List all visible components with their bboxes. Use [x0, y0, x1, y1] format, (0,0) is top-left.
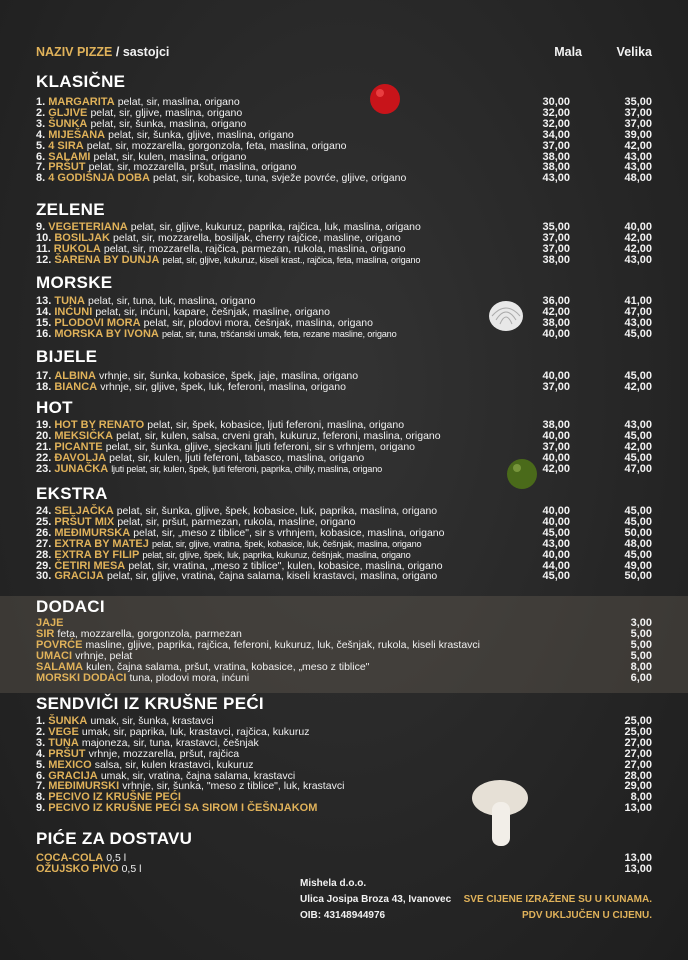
item-name: ČETIRI MESA	[54, 559, 126, 572]
item-number: 16.	[36, 327, 52, 340]
price-large: 50,00	[624, 526, 652, 539]
price-large: 45,00	[624, 548, 652, 561]
price: 29,00	[624, 780, 652, 793]
item-ingredients: pelat, sir, mozzarella, gorgonzola, feta, maslina, origano	[86, 139, 347, 152]
price: 5,00	[630, 649, 652, 662]
header-label-bold: NAZIV PIZZE	[36, 45, 113, 59]
item-number: 7.	[36, 780, 46, 793]
menu-row-zelene	[36, 255, 652, 266]
price-small: 42,00	[542, 462, 570, 475]
item-number: 6.	[36, 769, 46, 782]
price-large: 49,00	[624, 559, 652, 572]
price-large: 37,00	[624, 117, 652, 130]
item-number: 19.	[36, 419, 52, 431]
menu-row-dodaci	[36, 662, 652, 673]
footer-company-info	[300, 876, 451, 924]
column-header	[36, 45, 652, 63]
price-large: 45,00	[624, 451, 652, 464]
item-number: 9.	[36, 802, 46, 815]
company-oib: OIB: 43148944976	[300, 910, 386, 921]
price-small: 43,00	[542, 537, 570, 550]
price-small: 38,00	[542, 316, 570, 329]
item-number: 22.	[36, 451, 52, 464]
price: 5,00	[630, 638, 652, 651]
item-name: PLODOVI MORA	[54, 316, 141, 329]
item-number: 2.	[36, 725, 46, 738]
price: 25,00	[624, 715, 652, 727]
item-name: JAJE	[36, 617, 64, 629]
price-small: 34,00	[542, 128, 570, 141]
section-title-bijele: BIJELE	[36, 347, 98, 366]
price-small: 37,00	[542, 231, 570, 244]
item-ingredients: feta, mozzarella, gorgonzola, parmezan	[57, 627, 242, 640]
price-large: 42,00	[624, 139, 652, 152]
price-small: 32,00	[542, 106, 570, 119]
header-label-rest: / sastojci	[112, 45, 170, 59]
price: 13,00	[624, 802, 652, 815]
item-name: UMACI	[36, 649, 73, 662]
price: 27,00	[624, 736, 652, 749]
item-ingredients: pelat, sir, vratina, „meso z tiblice", kulen, kobasice, maslina, origano	[128, 559, 443, 572]
item-ingredients: pelat, sir, šunka, maslina, origano	[90, 117, 247, 130]
price-small: 45,00	[542, 526, 570, 539]
price-small: 37,00	[542, 380, 570, 393]
item-ingredients: pelat, sir, kulen, ljuti feferoni, tabasco, maslina, origano	[109, 451, 365, 464]
price-small: 38,00	[542, 161, 570, 174]
item-name: OŽUJSKO PIVO	[36, 863, 119, 875]
item-ingredients: majoneza, sir, tuna, krastavci, češnjak	[81, 736, 259, 749]
item-ingredients: kulen, čajna salama, pršut, vratina, kobasice, „meso z tiblice"	[86, 660, 370, 673]
item-name: PRŠUT MIX	[54, 515, 115, 528]
item-name: INĆUNI	[54, 305, 93, 318]
item-ingredients: pelat, sir, šunka, gljive, špek, kobasice, luk, paprika, maslina, origano	[116, 505, 438, 517]
price-large: 42,00	[624, 380, 652, 393]
item-name: MORSKI DODACI	[36, 671, 127, 684]
price-large: 35,00	[624, 96, 652, 108]
item-ingredients: pelat, sir, mozzarella, bosiljak, cherry rajčice, masline, origano	[113, 231, 401, 244]
item-name: PECIVO IZ KRUŠNE PEĆI	[48, 791, 181, 804]
menu-row-bijele	[36, 382, 652, 393]
price-small: 43,00	[542, 172, 570, 185]
item-ingredients: pelat, sir, tuna, tršćanski umak, feta, rezane masline, origano	[161, 328, 397, 339]
price-small: 44,00	[542, 559, 570, 572]
menu-row-ekstra	[36, 571, 652, 582]
price-small: 37,00	[542, 139, 570, 152]
price-note-line-1: SVE CIJENE IZRAŽENE SU U KUNAMA.	[463, 894, 652, 905]
section-title-sendvici: SENDVIČI IZ KRUŠNE PEĆI	[36, 694, 264, 713]
price-small: 45,00	[542, 570, 570, 583]
item-number: 28.	[36, 548, 52, 561]
item-name: SALAMI	[48, 150, 91, 163]
item-number: 26.	[36, 526, 52, 539]
price-large: 42,00	[624, 440, 652, 453]
price-large: 43,00	[624, 316, 652, 329]
price-large: 48,00	[624, 172, 652, 185]
item-ingredients: tuna, plodovi mora, inćuni	[129, 671, 250, 684]
price-large: 47,00	[624, 462, 652, 475]
item-ingredients: ljuti pelat, sir, kulen, špek, ljuti feferoni, paprika, chilly, maslina, origano	[111, 463, 383, 474]
item-number: 21.	[36, 440, 52, 453]
item-name: 4 GODIŠNJA DOBA	[48, 172, 150, 185]
item-ingredients: pelat, sir, kulen, salsa, crveni grah, kukuruz, feferoni, maslina, origano	[116, 429, 441, 442]
mushroom-icon	[470, 776, 532, 852]
item-ingredients: pelat, sir, gljive, kukuruz, kiseli krast., rajčica, feta, maslina, origano	[162, 254, 421, 265]
item-number: 14.	[36, 305, 52, 318]
item-name: JUNAČKA	[54, 462, 109, 475]
item-ingredients: pelat, sir, šunka, gljive, sjeckani ljuti feferoni, sir s vrhnjem, origano	[105, 440, 416, 453]
item-name: GRACIJA	[54, 570, 104, 583]
item-ingredients: umak, sir, paprika, luk, krastavci, rajčica, kukuruz	[81, 725, 310, 738]
price-large: 43,00	[624, 150, 652, 163]
price-large: 41,00	[624, 295, 652, 307]
price-large: 43,00	[624, 253, 652, 266]
menu-row-morske	[36, 329, 652, 340]
menu-row-pice	[36, 864, 652, 875]
item-number: 3.	[36, 117, 46, 130]
item-name: ŠARENA BY DUNJA	[54, 253, 160, 266]
item-number: 6.	[36, 150, 46, 163]
price-large: 50,00	[624, 570, 652, 583]
olive-icon	[504, 456, 540, 492]
item-ingredients: umak, sir, vratina, čajna salama, krastavci	[100, 769, 296, 782]
section-title-klasicne: KLASIČNE	[36, 72, 126, 91]
item-ingredients: pelat, sir, mozzarella, pršut, maslina, origano	[88, 161, 297, 174]
item-ingredients: umak, sir, šunka, krastavci	[90, 715, 214, 727]
price: 8,00	[630, 791, 652, 804]
menu-row-sendvici	[36, 803, 652, 814]
item-ingredients: vrhnje, sir, šunka, "meso z tiblice", luk, krastavci	[122, 780, 345, 793]
item-number: 18.	[36, 380, 52, 393]
item-number: 23.	[36, 462, 52, 475]
item-ingredients: pelat, sir, gljive, vratina, čajna salama, kiseli krastavci, maslina, origano	[106, 570, 438, 583]
menu-row-hot	[36, 464, 652, 475]
item-number: 10.	[36, 231, 52, 244]
item-number: 20.	[36, 429, 52, 442]
item-number: 4.	[36, 128, 46, 141]
price-small: 35,00	[542, 221, 570, 233]
price-small: 38,00	[542, 150, 570, 163]
price-small: 40,00	[542, 515, 570, 528]
item-name: PECIVO IZ KRUŠNE PEĆI SA SIROM I ČEŠNJAKOM	[48, 802, 318, 815]
item-name: MEĐIMURSKI	[48, 780, 120, 793]
item-ingredients: pelat, sir, mozzarella, rajčica, parmezan, rukola, maslina, origano	[103, 242, 406, 255]
price-small: 38,00	[542, 419, 570, 431]
price: 27,00	[624, 747, 652, 760]
price-large: 47,00	[624, 305, 652, 318]
item-name: GRACIJA	[48, 769, 98, 782]
header-col-large: Velika	[616, 45, 652, 59]
item-name: GLJIVE	[48, 106, 88, 119]
price: 5,00	[630, 627, 652, 640]
item-name: MEĐIMURSKA	[54, 526, 131, 539]
item-ingredients: pelat, sir, gljive, kukuruz, paprika, rajčica, luk, maslina, origano	[130, 221, 421, 233]
item-number: 17.	[36, 370, 52, 382]
item-number: 30.	[36, 570, 52, 583]
item-number: 5.	[36, 139, 46, 152]
item-ingredients: vrhnje, sir, gljive, špek, luk, feferoni, maslina, origano	[100, 380, 346, 393]
item-number: 12.	[36, 253, 52, 266]
item-ingredients: 0,5 l	[121, 863, 142, 875]
price-large: 42,00	[624, 242, 652, 255]
item-name: TUNA	[54, 295, 85, 307]
item-ingredients: masline, gljive, paprika, rajčica, feferoni, kukuruz, luk, češnjak, rukola, kiseli krastavci	[85, 638, 481, 651]
section-title-morske: MORSKE	[36, 273, 113, 292]
company-name: Mishela d.o.o.	[300, 878, 367, 889]
price-large: 40,00	[624, 221, 652, 233]
price: 6,00	[630, 671, 652, 684]
price-large: 37,00	[624, 106, 652, 119]
price: 13,00	[624, 852, 652, 864]
price: 3,00	[630, 617, 652, 629]
price-small: 40,00	[542, 327, 570, 340]
item-name: POVRĆE	[36, 638, 83, 651]
price-large: 45,00	[624, 505, 652, 517]
item-ingredients: 0,5 l	[106, 852, 127, 864]
item-ingredients: pelat, sir, plodovi mora, češnjak, maslina, origano	[143, 316, 373, 329]
item-ingredients: vrhnje, pelat	[75, 649, 133, 662]
item-number: 3.	[36, 736, 46, 749]
item-number: 27.	[36, 537, 52, 550]
item-number: 15.	[36, 316, 52, 329]
price-small: 38,00	[542, 253, 570, 266]
section-title-dodaci: DODACI	[36, 597, 105, 616]
item-name: SALAMA	[36, 660, 84, 673]
item-ingredients: pelat, sir, špek, kobasice, ljuti feferoni, maslina, origano	[147, 419, 405, 431]
item-ingredients: pelat, sir, pršut, parmezan, rukola, masline, origano	[117, 515, 356, 528]
item-ingredients: pelat, sir, šunka, gljive, maslina, origano	[108, 128, 294, 141]
item-name: ŠUNKA	[48, 715, 88, 727]
item-number: 8.	[36, 791, 46, 804]
item-name: RUKOLA	[53, 242, 101, 255]
item-ingredients: pelat, sir, „meso z tiblice", sir s vrhnjem, kobasice, maslina, origano	[133, 526, 445, 539]
price-large: 43,00	[624, 161, 652, 174]
item-name: 4 SIRA	[48, 139, 84, 152]
item-number: 13.	[36, 295, 52, 307]
item-name: HOT BY RENATO	[54, 419, 145, 431]
item-name: ŠUNKA	[48, 117, 88, 130]
item-ingredients: vrhnje, mozzarella, pršut, rajčica	[88, 747, 240, 760]
item-name: EXTRA BY MATEJ	[54, 537, 149, 550]
item-name: EXTRA BY FILIP	[54, 548, 140, 561]
item-name: BOSILJAK	[54, 231, 110, 244]
item-name: TUNA	[48, 736, 79, 749]
price-note-line-2: PDV UKLJUČEN U CIJENU.	[521, 910, 652, 921]
item-number: 24.	[36, 505, 52, 517]
price-large: 48,00	[624, 537, 652, 550]
item-name: VEGETERIANA	[48, 221, 128, 233]
item-name: PRŠUT	[48, 747, 86, 760]
item-ingredients: pelat, sir, maslina, origano	[117, 96, 240, 108]
tomato-icon	[368, 82, 402, 116]
price-small: 40,00	[542, 451, 570, 464]
section-title-pice: PIĆE ZA DOSTAVU	[36, 829, 193, 848]
price-large: 45,00	[624, 370, 652, 382]
item-ingredients: pelat, sir, gljive, maslina, origano	[90, 106, 243, 119]
item-name: VEGE	[48, 725, 79, 738]
item-number: 11.	[36, 242, 51, 255]
item-ingredients: pelat, sir, tuna, luk, maslina, origano	[87, 295, 256, 307]
price-large: 45,00	[624, 327, 652, 340]
price: 27,00	[624, 758, 652, 771]
item-number: 2.	[36, 106, 46, 119]
price-large: 43,00	[624, 419, 652, 431]
price-small: 40,00	[542, 429, 570, 442]
item-name: SELJAČKA	[54, 505, 114, 517]
item-number: 1.	[36, 715, 46, 727]
price-small: 40,00	[542, 370, 570, 382]
section-title-zelene: ZELENE	[36, 200, 105, 219]
price-large: 45,00	[624, 429, 652, 442]
item-number: 4.	[36, 747, 46, 760]
price: 25,00	[624, 725, 652, 738]
item-name: COCA-COLA	[36, 852, 104, 864]
item-name: PRŠUT	[48, 161, 86, 174]
item-number: 1.	[36, 96, 46, 108]
item-name: SIR	[36, 627, 55, 640]
section-title-hot: HOT	[36, 398, 73, 417]
item-ingredients: pelat, sir, gljive, vratina, špek, kobasice, luk, češnjak, maslina, origano	[151, 538, 422, 549]
price: 28,00	[624, 769, 652, 782]
price-small: 36,00	[542, 295, 570, 307]
item-number: 8.	[36, 172, 46, 185]
price-small: 42,00	[542, 305, 570, 318]
shell-icon	[486, 298, 526, 334]
price-small: 37,00	[542, 440, 570, 453]
header-col-small: Mala	[554, 45, 582, 59]
price-small: 40,00	[542, 505, 570, 517]
price-small: 32,00	[542, 117, 570, 130]
item-number: 5.	[36, 758, 46, 771]
item-name: ĐAVOLJA	[54, 451, 107, 464]
section-title-ekstra: EKSTRA	[36, 484, 108, 503]
item-name: MIJEŠANA	[48, 128, 106, 141]
item-name: MORSKA BY IVONA	[54, 327, 159, 340]
price-large: 39,00	[624, 128, 652, 141]
item-number: 25.	[36, 515, 52, 528]
item-number: 7.	[36, 161, 46, 174]
item-name: MARGARITA	[48, 96, 115, 108]
price-small: 40,00	[542, 548, 570, 561]
company-address: Ulica Josipa Broza 43, Ivanovec	[300, 894, 452, 905]
price-small: 30,00	[542, 96, 570, 108]
price-large: 42,00	[624, 231, 652, 244]
item-ingredients: pelat, sir, kobasice, tuna, svježe povrće, gljive, origano	[152, 172, 407, 185]
item-name: ALBINA	[54, 370, 96, 382]
price-large: 45,00	[624, 515, 652, 528]
price: 13,00	[624, 863, 652, 875]
item-ingredients: pelat, sir, inćuni, kapare, češnjak, masline, origano	[95, 305, 330, 318]
item-ingredients: salsa, sir, kulen krastavci, kukuruz	[94, 758, 254, 771]
price-small: 37,00	[542, 242, 570, 255]
item-name: MEKSIČKA	[54, 429, 114, 442]
item-name: BIANCA	[54, 380, 98, 393]
item-ingredients: pelat, sir, gljive, špek, luk, paprika, kukuruz, češnjak, maslina, origano	[142, 549, 411, 560]
item-name: MEXICO	[48, 758, 92, 771]
item-name: PICANTE	[54, 440, 103, 453]
price-note	[464, 892, 652, 924]
item-number: 9.	[36, 221, 46, 233]
item-ingredients: pelat, sir, kulen, maslina, origano	[93, 150, 247, 163]
menu-row-dodaci	[36, 673, 652, 684]
price: 8,00	[630, 660, 652, 673]
item-number: 29.	[36, 559, 52, 572]
menu-row-klasicne	[36, 173, 652, 184]
item-ingredients: vrhnje, sir, šunka, kobasice, špek, jaje, maslina, origano	[98, 370, 359, 382]
